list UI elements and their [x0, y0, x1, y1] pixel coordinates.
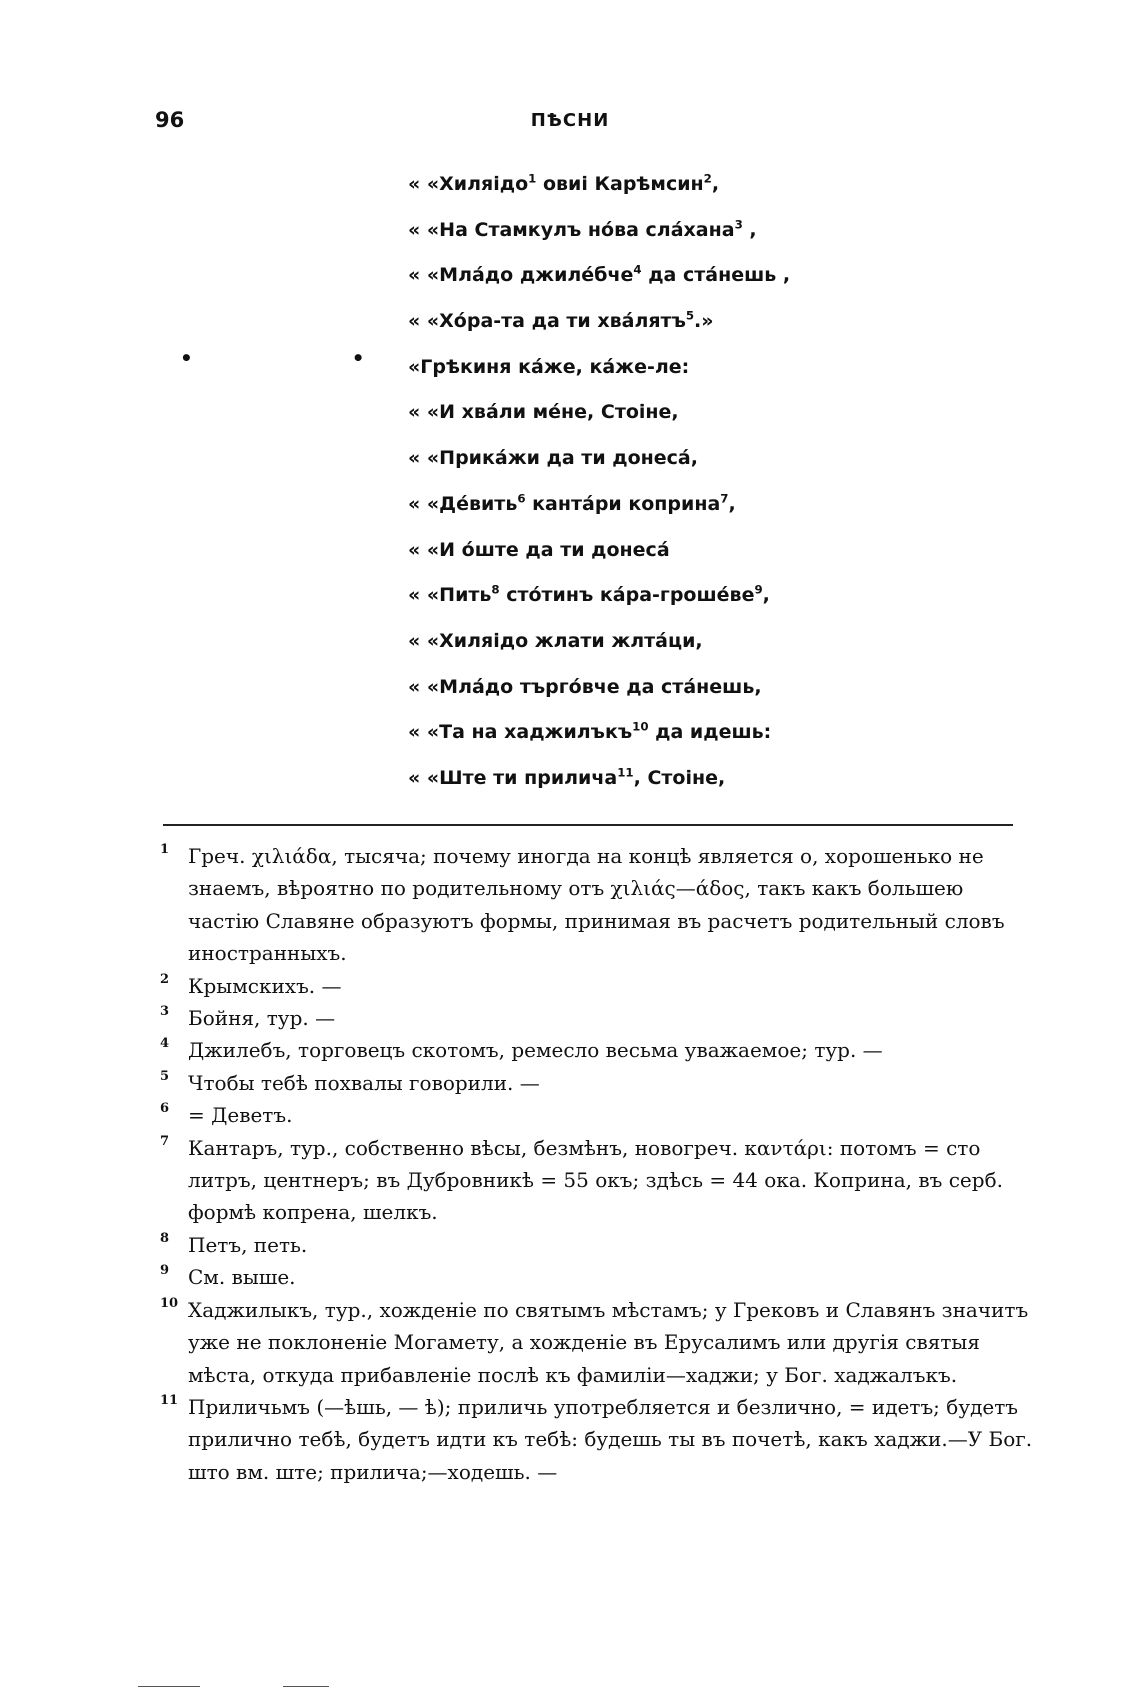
footnote-text: Петъ, петь. — [188, 1232, 308, 1257]
footnote — [160, 1099, 1035, 1131]
footnote-number: 1 — [160, 842, 170, 857]
footnote-text: См. выше. — [188, 1265, 296, 1290]
footnote-ref: 10 — [632, 719, 649, 734]
footnote-text: Кантаръ, тур., собственно вѣсы, безмѣнъ, новогреч. καντάρι: потомъ = сто литръ, центнеръ; въ Дубровникѣ = 55 окъ; здѣсь = 44 ока. Коприна, въ серб. формѣ копрена, шелкъ. — [188, 1135, 1003, 1225]
verse-text: , — [711, 173, 720, 195]
footnote — [160, 1034, 1035, 1066]
verse-text: « «Млáдо джилéбче — [408, 264, 634, 287]
verse-text: « «Хóра-та да ти хвáлятъ — [408, 310, 686, 333]
footnote-text: Бойня, тур. — — [188, 1006, 336, 1031]
footnote-text: Приличьмъ (—ѣшь, — ѣ); приличь употребляется и безлично, = идетъ; будетъ прилично тебѣ, будетъ идти къ тебѣ: будешь ты въ почетѣ, какъ хаджи.—У Бог. што вм. ште; прилича;—ходешь. — — [188, 1394, 1033, 1484]
verse-line — [408, 534, 790, 580]
verse-text: « «Та на хаджилъкъ — [408, 721, 633, 744]
footnote — [160, 840, 1035, 970]
verse-line — [408, 396, 790, 442]
footnote-ref: 3 — [734, 217, 743, 232]
footnote — [160, 1002, 1035, 1034]
footnote-ref: 1 — [528, 171, 537, 186]
verse-text: « «На Стамкулъ нóва слáхана — [408, 218, 735, 241]
verse-line — [408, 168, 790, 214]
verse-text: « «Хиляідо — [408, 173, 529, 195]
running-head: ПѢСНИ — [530, 110, 610, 131]
footnote-number: 6 — [160, 1101, 170, 1117]
verse-text: .» — [694, 310, 714, 333]
footnote-number: 2 — [160, 971, 170, 987]
bottom-rule-left — [138, 1686, 200, 1687]
footnote-ref: 2 — [703, 171, 712, 186]
footnote-ref: 9 — [754, 582, 763, 597]
verse-text: , — [762, 584, 770, 607]
footnote — [160, 1261, 1035, 1293]
verse-text: « «Пить — [408, 584, 492, 607]
verse-line — [408, 625, 790, 671]
footnote — [160, 1067, 1035, 1099]
verse-line — [408, 305, 790, 351]
footnote-number: 11 — [160, 1392, 179, 1408]
footnote-text: Хаджилыкъ, тур., хожденіе по святымъ мѣстамъ; у Грековъ и Славянъ значитъ уже не поклоненіе Могамету, а хожденіе въ Ерусалимъ или другія святыя мѣста, откуда прибавленіе послѣ къ фамиліи—хаджи; у Бог. хаджалъкъ. — [188, 1297, 1029, 1387]
verse-text: , — [742, 218, 757, 241]
verse-text: « «Дéвить — [408, 492, 518, 515]
verse-text: « «И óште да ти донесá — [408, 538, 670, 561]
verse-line — [408, 716, 790, 762]
verse-text: стóтинъ кáра-грошéве — [499, 584, 755, 607]
footnote-ref: 7 — [720, 491, 729, 506]
verse-text: овиі Карѣмсин — [536, 173, 704, 195]
footnote-ref: 4 — [633, 263, 642, 278]
verse-text: « «Ште ти прилича — [408, 766, 618, 789]
bottom-rule-right — [283, 1686, 329, 1687]
footnote-text: = Деветъ. — [188, 1103, 293, 1128]
verse-line — [408, 579, 790, 625]
footnote-number: 4 — [160, 1036, 170, 1052]
footnote — [160, 1391, 1035, 1488]
footnote — [160, 1294, 1035, 1391]
verse-text: « «Млáдо търгóвче да стáнешь, — [408, 675, 762, 698]
footnote-number: 5 — [160, 1068, 170, 1084]
page-number: 96 — [155, 108, 185, 132]
footnote-ref: 11 — [617, 765, 634, 780]
verse-text: «Грѣкиня кáже, кáже-ле: — [408, 355, 690, 378]
verse-line — [408, 259, 790, 305]
verse-text: да стáнешь , — [641, 264, 791, 287]
verse-line — [408, 762, 790, 808]
verse-block — [408, 168, 790, 808]
footnote — [160, 1229, 1035, 1261]
footnote-text: Чтобы тебѣ похвалы говорили. — — [188, 1070, 540, 1095]
verse-text: кантáри коприна — [525, 492, 721, 515]
footnote-rule — [163, 824, 1013, 826]
verse-line — [408, 442, 790, 488]
verse-line — [408, 351, 790, 397]
margin-marks: • • — [180, 346, 441, 370]
footnote-number: 7 — [160, 1133, 170, 1149]
footnote-number: 3 — [160, 1004, 170, 1020]
footnote-number: 8 — [160, 1230, 170, 1246]
footnote-text: Крымскихъ. — — [188, 973, 342, 998]
verse-text: « «Прикáжи да ти донесá, — [408, 447, 698, 470]
footnote-text: Джилебъ, торговецъ скотомъ, ремесло весьма уважаемое; тур. — — [188, 1038, 883, 1063]
verse-line — [408, 671, 790, 717]
footnote — [160, 970, 1035, 1002]
verse-line — [408, 488, 790, 534]
footnote — [160, 1132, 1035, 1229]
footnote-ref: 6 — [517, 491, 526, 506]
footnote-ref: 8 — [491, 582, 500, 597]
footnote-number: 10 — [160, 1295, 179, 1311]
verse-text: да идешь: — [648, 721, 772, 744]
verse-text: , — [728, 492, 736, 515]
verse-line — [408, 214, 790, 260]
footnote-ref: 5 — [685, 308, 695, 323]
verse-text: « «И хвáли мéне, Стоіне, — [408, 401, 679, 424]
verse-text: , Стоіне, — [633, 766, 726, 789]
verse-text: « «Хиляідо жлати жлтáци, — [408, 629, 703, 652]
footnotes — [160, 840, 1035, 1488]
footnote-text: Греч. χιλιάδα, тысяча; почему иногда на концѣ является о, хорошенько не знаемъ, вѣроятно по родительному отъ χιλιάς—άδος, такъ какъ большею частію Славяне образуютъ формы, принимая въ расчетъ родительный словъ иностранныхъ. — [188, 844, 1005, 966]
footnote-number: 9 — [160, 1263, 170, 1279]
